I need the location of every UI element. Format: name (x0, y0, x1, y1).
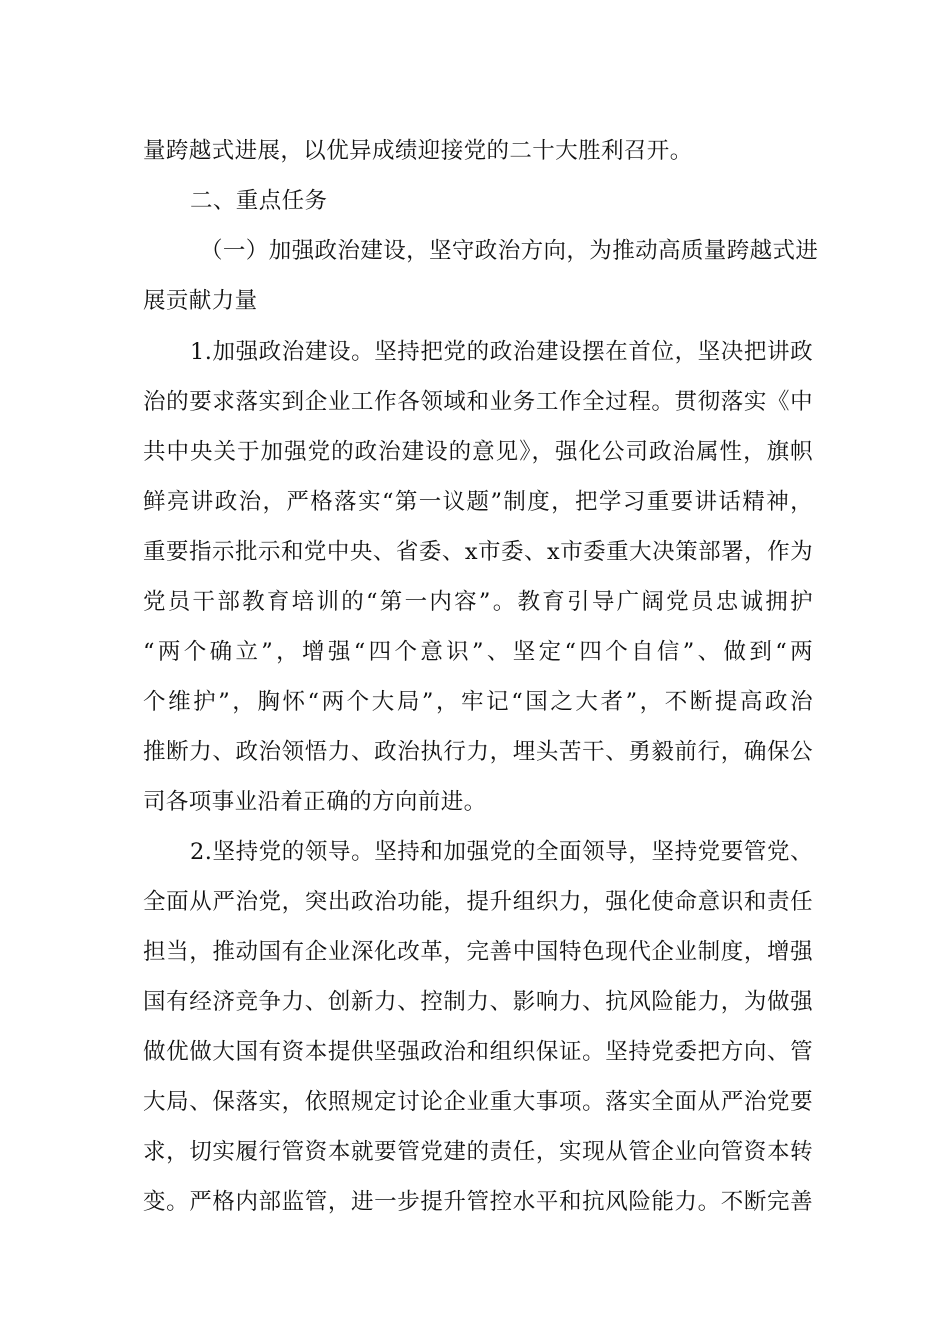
subsection-heading-political-building-cont: 展贡献力量 (143, 288, 258, 314)
paragraph-2-line: 担当，推动国有企业深化改革，完善中国特色现代企业制度，增强 (143, 939, 813, 965)
paragraph-2-line: 大局、保落实，依照规定讨论企业重大事项。落实全面从严治党要 (143, 1089, 813, 1115)
paragraph-1-line: 1.加强政治建设。坚持把党的政治建设摆在首位，坚决把讲政 (190, 339, 813, 365)
paragraph-1-line: 重要指示批示和党中央、省委、x市委、x市委重大决策部署，作为 (143, 539, 813, 565)
paragraph-1-line: 个维护”，胸怀“两个大局”，牢记“国之大者”，不断提高政治 (143, 689, 813, 715)
paragraph-intro-line: 量跨越式进展，以优异成绩迎接党的二十大胜利召开。 (143, 138, 693, 164)
paragraph-1-line: 党员干部教育培训的“第一内容”。教育引导广阔党员忠诚拥护 (143, 589, 813, 615)
paragraph-2-line: 变。严格内部监管，进一步提升管控水平和抗风险能力。不断完善 (143, 1189, 813, 1215)
paragraph-2-line: 全面从严治党，突出政治功能，提升组织力，强化使命意识和责任 (143, 889, 813, 915)
paragraph-2-line: 求，切实履行管资本就要管党建的责任，实现从管企业向管资本转 (143, 1139, 813, 1165)
paragraph-2-line: 国有经济竞争力、创新力、控制力、影响力、抗风险能力，为做强 (143, 989, 813, 1015)
paragraph-1-line: 鲜亮讲政治，严格落实“第一议题”制度，把学习重要讲话精神， (143, 489, 813, 515)
paragraph-1-line: 治的要求落实到企业工作各领域和业务工作全过程。贯彻落实《中 (143, 389, 813, 415)
paragraph-1-line: 推断力、政治领悟力、政治执行力，埋头苦干、勇毅前行，确保公 (143, 739, 813, 765)
subsection-heading-political-building: （一）加强政治建设，坚守政治方向，为推动高质量跨越式进 (200, 238, 819, 264)
section-heading-key-tasks: 二、重点任务 (190, 188, 328, 214)
paragraph-1-line: “两个确立”，增强“四个意识”、坚定“四个自信”、做到“两 (143, 639, 813, 665)
paragraph-2-line: 做优做大国有资本提供坚强政治和组织保证。坚持党委把方向、管 (143, 1039, 813, 1065)
paragraph-1-line: 司各项事业沿着正确的方向前进。 (143, 789, 487, 815)
paragraph-2-line: 2.坚持党的领导。坚持和加强党的全面领导，坚持党要管党、 (190, 839, 813, 865)
paragraph-1-line: 共中央关于加强党的政治建设的意见》，强化公司政治属性，旗帜 (143, 439, 813, 465)
